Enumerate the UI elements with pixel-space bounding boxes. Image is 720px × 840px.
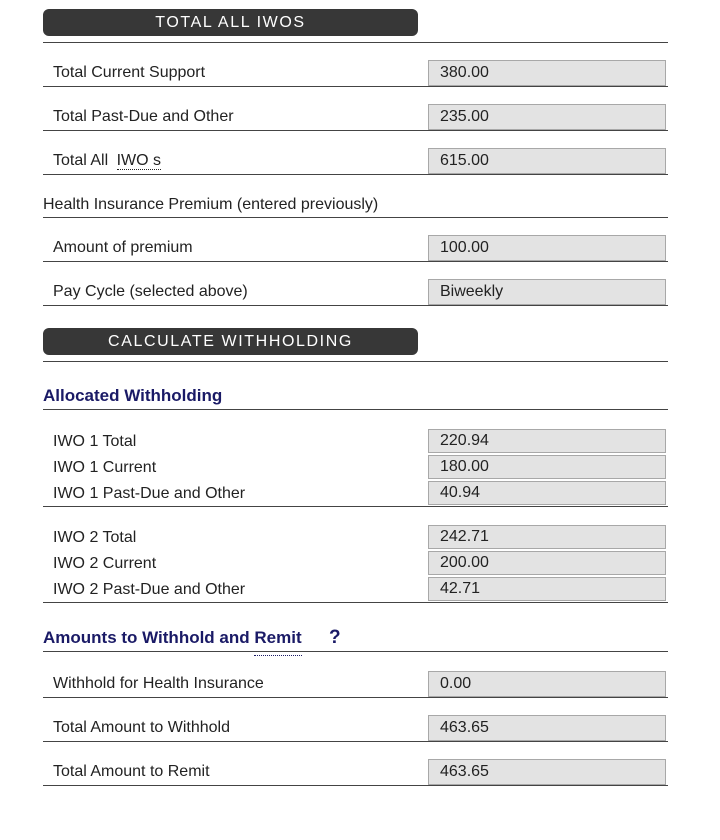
iwo1-total-label: IWO 1 Total: [53, 433, 137, 450]
amount-of-premium-field: 100.00: [428, 235, 666, 261]
iwo2-past-due-field: 42.71: [428, 577, 666, 601]
divider: [43, 506, 668, 507]
divider: [43, 409, 668, 410]
divider: [43, 217, 668, 218]
divider: [43, 361, 668, 362]
divider: [43, 741, 668, 742]
divider: [43, 174, 668, 175]
total-all-iwos-field: 615.00: [428, 148, 666, 174]
total-past-due-field: 235.00: [428, 104, 666, 130]
withhold-health-insurance-field: 0.00: [428, 671, 666, 697]
total-all-iwos-label: [53, 152, 161, 170]
calculate-withholding-header: CALCULATE WITHHOLDING: [43, 328, 418, 355]
pay-cycle-field: Biweekly: [428, 279, 666, 305]
withhold-health-insurance-label: Withhold for Health Insurance: [53, 675, 264, 692]
pay-cycle-label: Pay Cycle (selected above): [53, 283, 248, 300]
divider: [43, 42, 668, 43]
divider: [43, 602, 668, 603]
iwo2-total-field: 242.71: [428, 525, 666, 549]
total-amount-remit-field: 463.65: [428, 759, 666, 785]
health-insurance-title: Health Insurance Premium (entered previously): [43, 196, 379, 213]
total-all-iwos-header: TOTAL ALL IWOS: [43, 9, 418, 36]
amount-of-premium-label: Amount of premium: [53, 239, 193, 256]
iwos-abbreviation-link[interactable]: IWO s: [116, 152, 162, 169]
total-all-iwos-label-prefix: Total All: [53, 152, 113, 169]
total-amount-withhold-field: 463.65: [428, 715, 666, 741]
divider: [43, 261, 668, 262]
divider: [43, 130, 668, 131]
iwo2-past-due-label: IWO 2 Past-Due and Other: [53, 581, 246, 598]
divider: [43, 86, 668, 87]
allocated-withholding-title: Allocated Withholding: [43, 386, 223, 405]
total-current-support-label: Total Current Support: [53, 64, 206, 81]
divider: [43, 697, 668, 698]
divider: [43, 651, 668, 652]
divider: [43, 305, 668, 306]
iwo2-current-field: 200.00: [428, 551, 666, 575]
total-amount-remit-label: Total Amount to Remit: [53, 763, 210, 780]
divider: [43, 785, 668, 786]
iwo1-current-label: IWO 1 Current: [53, 459, 157, 476]
amounts-title-prefix: Amounts to Withhold and: [43, 628, 255, 647]
iwo1-total-field: 220.94: [428, 429, 666, 453]
iwo1-past-due-field: 40.94: [428, 481, 666, 505]
total-current-support-field: 380.00: [428, 60, 666, 86]
remit-definition-link[interactable]: Remit: [254, 628, 301, 656]
help-question-icon[interactable]: ?: [329, 627, 341, 648]
total-past-due-label: Total Past-Due and Other: [53, 108, 234, 125]
total-amount-withhold-label: Total Amount to Withhold: [53, 719, 230, 736]
amounts-to-withhold-title: [43, 628, 302, 648]
iwo1-past-due-label: IWO 1 Past-Due and Other: [53, 485, 246, 502]
iwo2-current-label: IWO 2 Current: [53, 555, 157, 572]
iwo2-total-label: IWO 2 Total: [53, 529, 137, 546]
iwo1-current-field: 180.00: [428, 455, 666, 479]
